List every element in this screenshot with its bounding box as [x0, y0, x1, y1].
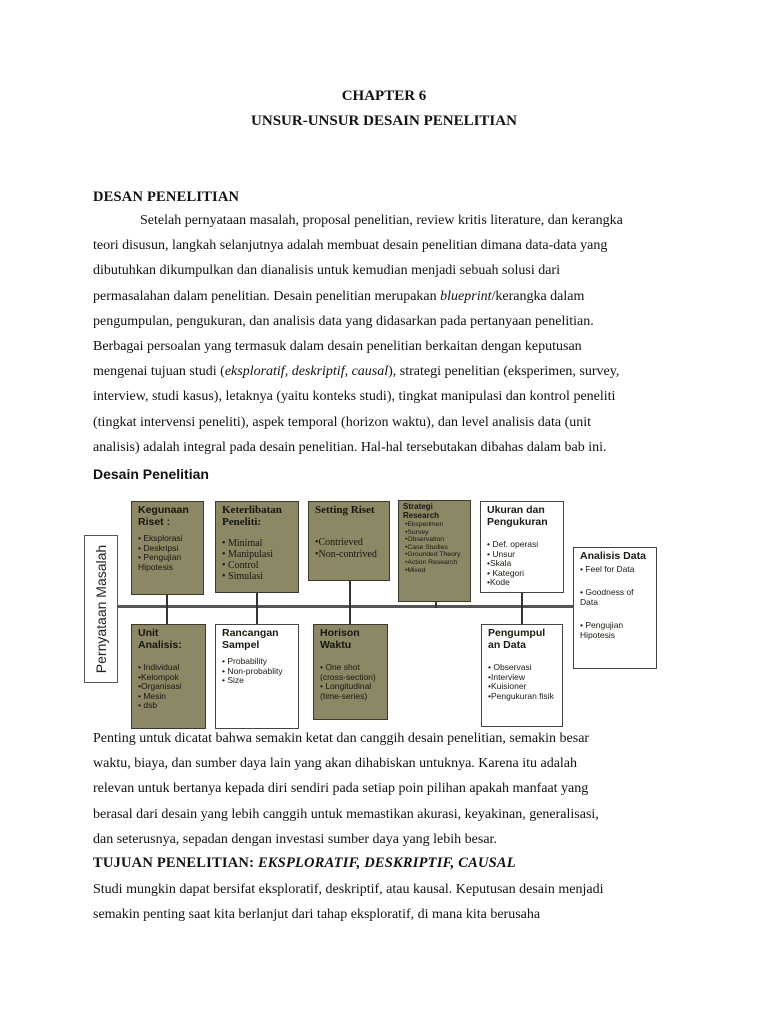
box-horison-waktu [313, 624, 388, 720]
text-fragment: mengenai tujuan studi ( [93, 364, 225, 380]
list-item: • One shot (cross-section) [320, 662, 376, 682]
connector-line [166, 594, 168, 626]
box-title: Strategi Research [403, 502, 440, 520]
list-item: • Probability [222, 656, 268, 666]
italic-term: blueprint [440, 288, 492, 304]
list-item: • Goodness of Data [580, 587, 634, 607]
problem-statement-box [84, 535, 118, 683]
list-item: • Pengujian Hipotesis [138, 552, 182, 572]
text-line: dibutuhkan dikumpulkan dan dianalisis untuk kemudian menjadi sebuah solusi dari [93, 263, 560, 279]
box-title: Horison Waktu [320, 627, 360, 651]
box-analisis-data [573, 547, 657, 669]
text-line: (tingkat intervensi peneliti), aspek temporal (horizon waktu), dan level analisis data (unit [93, 414, 592, 430]
list-item: •Case Studies [405, 543, 448, 551]
box-keterlibatan-peneliti [215, 501, 299, 593]
box-title: Rancangan Sampel [222, 627, 279, 651]
list-item: •Survey [405, 528, 429, 536]
box-title: Setting Riset [315, 504, 375, 516]
paragraph-intro [93, 208, 678, 460]
box-title: Keterlibatan Peneliti: [222, 504, 282, 528]
list-item: • Manipulasi [222, 549, 273, 560]
diagram-heading: Desain Penelitian [93, 466, 209, 482]
paragraph-penting [93, 726, 678, 852]
text-line: relevan untuk bertanya kepada diri sendiri pada setiap poin pilihan apakah manfaat yang [93, 781, 589, 797]
list-item: • Kategori [487, 567, 524, 578]
text-line: interview, studi kasus), letaknya (yaitu konteks studi), tingkat manipulasi dan kontrol peneliti [93, 389, 616, 405]
list-item: •Mixed [405, 566, 426, 574]
list-item: •Kelompok [138, 671, 179, 682]
box-setting-riset [308, 501, 390, 581]
list-item: • Mesin [138, 690, 167, 701]
box-title: Unit Analisis: [138, 627, 182, 651]
section-heading-desain: DESAN PENELITIAN [93, 189, 240, 205]
list-item: •Grounded Theory [405, 551, 461, 559]
list-item: • Size [222, 675, 244, 686]
paragraph-tujuan [93, 877, 678, 927]
text-line: Berbagai persoalan yang termasuk dalam desain penelitian berkaitan dengan keputusan [93, 339, 582, 355]
box-title: Ukuran dan Pengukuran [487, 504, 548, 528]
list-item: •Kuisioner [488, 681, 527, 692]
list-item: • Longitudinal (time-series) [320, 681, 372, 701]
text-line [93, 359, 678, 384]
list-item: • Simulasi [222, 571, 264, 582]
box-unit-analisis [131, 624, 206, 729]
list-item: • Minimal [222, 538, 263, 549]
text-line: Setelah pernyataan masalah, proposal penelitian, review kritis literature, dan kerangka [140, 213, 623, 228]
text-line: pengumpulan, pengukuran, dan analisis data yang didasarkan pada pertanyaan penelitian. [93, 313, 594, 329]
box-title: Kegunaan Riset : [138, 504, 189, 528]
list-item: • Unsur [487, 548, 516, 559]
heading-fragment: TUJUAN PENELITIAN: [93, 855, 258, 871]
text-line: semakin penting saat kita berlanjut dari tahap eksploratif, di mana kita berusaha [93, 907, 541, 923]
connector-line [435, 602, 437, 608]
list-item: •Action Research [405, 558, 458, 566]
list-item: • Individual [138, 662, 180, 672]
list-item: •Non-contrived [315, 548, 377, 560]
text-fragment: /kerangka dalam [491, 288, 585, 304]
problem-statement-label: Pernyataan Masalah [93, 544, 109, 674]
text-fragment: ), strategi penelitian (eksperimen, survey, [388, 364, 620, 380]
text-line [93, 284, 678, 309]
box-pengumpulan-data [481, 624, 563, 727]
box-title: Analisis Data [580, 550, 646, 562]
text-fragment: permasalahan dalam penelitian. Desain penelitian merupakan [93, 288, 441, 304]
heading-italic: EKSPLORATIF, DESKRIPTIF, CAUSAL [257, 855, 516, 871]
list-item: • dsb [138, 700, 158, 711]
text-line: waktu, biaya, dan sumber daya lain yang akan dihabiskan untuknya. Karena itu adalah [93, 756, 578, 772]
list-item: • Control [222, 560, 259, 571]
text-line: Studi mungkin dapat bersifat eksploratif, deskriptif, atau kausal. Keputusan desain menjadi [93, 882, 604, 897]
list-item: •Contrieved [315, 536, 363, 548]
box-kegunaan-riset [131, 501, 204, 595]
list-item: • Feel for Data [580, 563, 635, 574]
connector-line [256, 592, 258, 624]
list-item: • Non-probablity [222, 665, 283, 676]
text-line: Penting untuk dicatat bahwa semakin ketat dan canggih desain penelitian, semakin besar [93, 731, 590, 746]
text-line: berasal dari desain yang lebih canggih untuk memastikan akurasi, keyakinan, generalisasi, [93, 806, 599, 822]
list-item: •Skala [487, 558, 512, 569]
list-item: •Pengukuran fisik [488, 690, 554, 701]
list-item: •Organisasi [138, 681, 182, 692]
connector-line [349, 580, 351, 626]
list-item: •Observation [405, 536, 445, 544]
list-item: • Observasi [488, 662, 532, 672]
section-heading-tujuan [93, 855, 516, 872]
list-item: •Eksperimen [405, 521, 444, 528]
text-line: teori disusun, langkah selanjutnya adalah membuat desain penelitian dimana data-data yang [93, 238, 608, 254]
connector-line [521, 592, 523, 624]
text-line: dan seterusnya, sepadan dengan investasi sumber daya yang lebih besar. [93, 831, 497, 847]
list-item: •Kode [487, 577, 510, 588]
list-item: • Def. operasi [487, 539, 539, 549]
box-title: Pengumpul an Data [488, 627, 546, 651]
italic-term: eksploratif, deskriptif, causal [224, 364, 389, 380]
box-rancangan-sampel [215, 624, 299, 729]
connector-main-line [118, 605, 573, 608]
list-item: • Pengujian Hipotesis [580, 620, 624, 640]
list-item: • Eksplorasi [138, 533, 183, 543]
box-strategi-research [398, 500, 471, 602]
list-item: • Deskripsi [138, 542, 179, 553]
list-item: •Interview [488, 671, 525, 682]
box-ukuran-pengukuran [480, 501, 564, 593]
chapter-title: UNSUR-UNSUR DESAIN PENELITIAN [251, 113, 517, 129]
text-line: analisis) adalah integral pada desain penelitian. Hal-hal tersebutakan dibahas dalam bab ini. [93, 439, 607, 455]
chapter-number: CHAPTER 6 [341, 88, 427, 104]
